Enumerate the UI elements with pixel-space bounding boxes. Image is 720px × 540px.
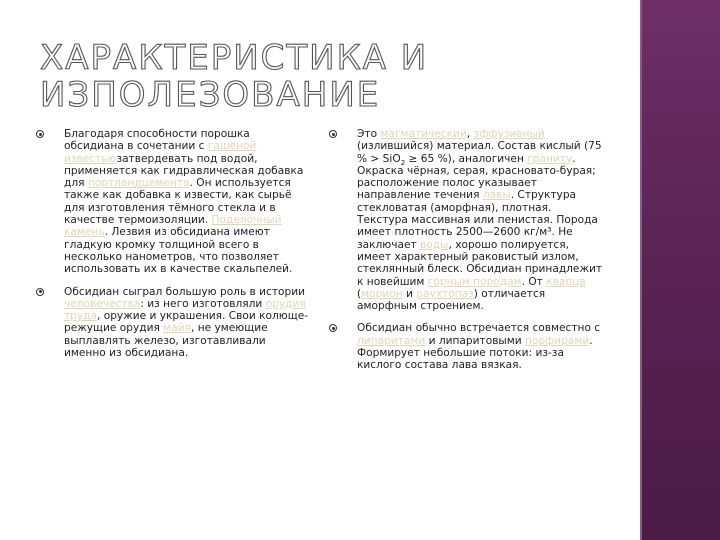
text: : из него изготовляли	[140, 297, 266, 310]
link-magmatic[interactable]: магматический	[380, 128, 467, 140]
bullet-properties	[357, 128, 603, 312]
text: Это	[357, 128, 381, 140]
bullet-icon	[329, 130, 337, 138]
text: ≥ 65 %), аналогичен	[405, 152, 528, 165]
link-porphyries[interactable]: порфирами	[525, 334, 590, 347]
title-line-1: ХАРАКТЕРИСТИКА И	[40, 38, 429, 78]
text: , не умеющие выплавлять железо, изготавливали именно из обсидиана.	[64, 322, 268, 360]
link-humanity[interactable]: человечества	[64, 297, 141, 310]
decorative-side-bar	[640, 0, 720, 540]
text: , хорошо полируется, имеет характерный раковистый излом, стеклянный блеск. Обсидиан принадлежит к новейшим	[357, 238, 603, 288]
link-slaked-lime[interactable]: гашеной известью	[64, 140, 257, 165]
link-ornamental-stone[interactable]: Поделочный камень	[64, 214, 282, 239]
text: затвердевать под водой, применяется как гидравлическая добавка для	[64, 152, 304, 190]
bullet-icon	[329, 324, 337, 332]
text: , оружие и украшения. Свои колюще-режущие орудия	[64, 310, 309, 335]
text: ,	[466, 128, 474, 140]
text: Обсидиан сыграл большую роль в истории	[64, 285, 306, 298]
text: . Структура стекловатая (аморфная), плотная. Текстура массивная или пенистая. Порода имеет плотность 2500—2600 кг/м³. Не заключает	[357, 189, 598, 251]
link-lava[interactable]: лавы	[482, 189, 511, 202]
link-granite[interactable]: граниту	[527, 152, 573, 165]
text: (	[357, 287, 362, 300]
slide-title	[40, 40, 600, 114]
bullet-icon	[36, 130, 44, 138]
text: . Он используется также как добавка к извести, как сырьё для изготовления тёмного стекла и в качестве термоизоляции.	[64, 177, 292, 227]
bullet-history	[64, 286, 310, 360]
link-portland-cement[interactable]: портландцемента	[87, 177, 190, 190]
text: и липаритовыми	[425, 334, 526, 347]
text: . Окраска чёрная, серая, красновато-бурая; расположение полос указывает направление течения	[357, 152, 596, 202]
text: Благодаря способности порошка обсидиана в сочетании с	[64, 128, 250, 153]
link-quartz[interactable]: кварца	[546, 275, 586, 288]
link-rocks[interactable]: горным породам	[427, 275, 522, 288]
bullet-occurrence	[357, 322, 603, 371]
text: и	[402, 287, 417, 300]
text: ) отличается аморфным строением.	[357, 287, 546, 313]
link-water[interactable]: воды	[420, 238, 449, 251]
text: . От	[521, 275, 547, 288]
link-tools[interactable]: орудия труда	[64, 297, 306, 323]
bullet-icon	[36, 288, 44, 296]
text: . Лезвия из обсидиана имеют гладкую кромку толщиной всего в несколько нанометров, что позволяет использовать их в качестве скальпелей.	[64, 226, 293, 276]
link-liparites[interactable]: липаритами	[357, 334, 426, 347]
title-line-2: ИЗПОЛЕЗОВАНИЕ	[40, 75, 381, 115]
text: . Формирует небольшие потоки: из-за кислого состава лава вязкая.	[357, 334, 593, 372]
bullet-uses	[64, 128, 310, 276]
link-effusive[interactable]: эффузивный	[473, 128, 545, 140]
side-bar-edge	[640, 0, 642, 540]
text: Обсидиан обычно встречается совместно с	[357, 322, 601, 335]
link-smoky-quartz[interactable]: раухтопаз	[416, 287, 474, 300]
text: (излившийся) материал. Состав кислый (75 % > SiO	[357, 140, 602, 165]
link-morion[interactable]: морион	[361, 287, 403, 300]
right-column	[357, 128, 603, 382]
subscript: 2	[400, 158, 406, 167]
link-maya[interactable]: майя	[163, 322, 191, 335]
left-column	[64, 128, 310, 369]
